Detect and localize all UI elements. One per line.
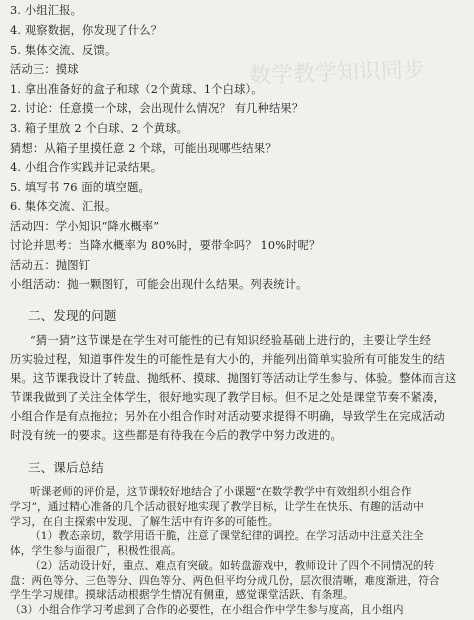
list-line: 猜想：从箱子里摸任意 2 个球，可能出现哪些结果？ xyxy=(10,142,277,155)
paragraph-line: 果。这节课我设计了转盘、抛纸杯、摸球、抛图钉等活动让学生参与、体验。整体而言这 xyxy=(10,372,457,385)
paragraph-line: 节课我做到了关注全体学生，很好地实现了教学目标。但不足之处是课堂节奏不紧凑， xyxy=(10,391,445,404)
list-line: 4. 观察数据，你发现了什么？ xyxy=(10,24,163,37)
paragraph-line: （2）活动设计好，重点、难点有突破。如转盘游戏中，教师设计了四个不同情况的转 xyxy=(30,560,435,572)
paragraph-line: 小组合作是有点拖拉；另外在小组合作时对活动要求提得不明确，导致学生在完成活动 xyxy=(10,410,445,423)
list-line: 3. 箱子里放 2 个白球、2 个黄球。 xyxy=(10,122,189,135)
paragraph-line: 学习，在自主探索中发现、了解生活中有许多的可能性。 xyxy=(10,516,279,528)
list-line: 5. 填写书 76 面的填空题。 xyxy=(10,181,150,194)
list-line: 小组活动：抛一颗图钉，可能会出现什么结果。列表统计。 xyxy=(10,278,308,291)
paragraph-line: 时没有统一的要求。这些都是有待我在今后的教学中努力改进的。 xyxy=(10,429,342,442)
paragraph-line: 学习”，通过精心准备的几个活动很好地实现了教学目标，让学生在快乐、有趣的活动中 xyxy=(10,501,424,513)
list-line: 3. 小组汇报。 xyxy=(10,4,83,17)
section-heading: 三、课后总结 xyxy=(28,460,104,475)
section-heading: 二、发现的问题 xyxy=(28,308,117,323)
paragraph-line: “猜一猜”这节课是在学生对可能性的已有知识经验基础上进行的，主要让学生经 xyxy=(30,334,432,347)
activity-heading: 活动四：学小知识“降水概率” xyxy=(10,220,160,233)
background-watermark: 数学教学知识同步 xyxy=(248,57,426,89)
list-line: 1. 拿出准备好的盒子和球（2个黄球、1个白球）。 xyxy=(10,83,263,96)
list-line: 4. 小组合作实践并记录结果。 xyxy=(10,161,163,174)
activity-heading: 活动三：摸球 xyxy=(10,63,79,76)
activity-heading: 活动五：抛图钉 xyxy=(10,259,91,272)
paragraph-line: 历实验过程，知道事件发生的可能性是有大小的，并能列出简单实验所有可能发生的结 xyxy=(10,353,445,366)
list-line: 2. 讨论：任意摸一个球，会出现什么情况？ 有几种结果？ xyxy=(10,102,304,115)
list-line: 5. 集体交流、反馈。 xyxy=(10,44,117,57)
list-line: 讨论并思考：当降水概率为 80%时，要带伞吗？ 10%时呢？ xyxy=(10,239,321,252)
paragraph-line: 听课老师的评价是，这节课较好地结合了小课题“在数学教学中有效组织小组合作 xyxy=(30,486,412,498)
list-line: 6. 集体交流、汇报。 xyxy=(10,200,117,213)
paragraph-line: （3）小组合作学习考虑到了合作的必要性，在小组合作中学生参与度高，且小组内 xyxy=(10,604,404,616)
paragraph-line: （1）教态亲切，数学用语干脆，注意了课堂纪律的调控。在学习活动中注意关注全 xyxy=(30,530,424,542)
paragraph-line: 体，学生参与面很广，积极性很高。 xyxy=(10,545,182,557)
paragraph-line: 学生学习规律。摸球活动根据学生情况有侧重，感觉课堂活跃、有条理。 xyxy=(10,589,354,601)
paragraph-line: 盘：两色等分、三色等分、四色等分、两色但平均分成几份，层次很清晰，难度渐进，符合 xyxy=(10,575,440,587)
